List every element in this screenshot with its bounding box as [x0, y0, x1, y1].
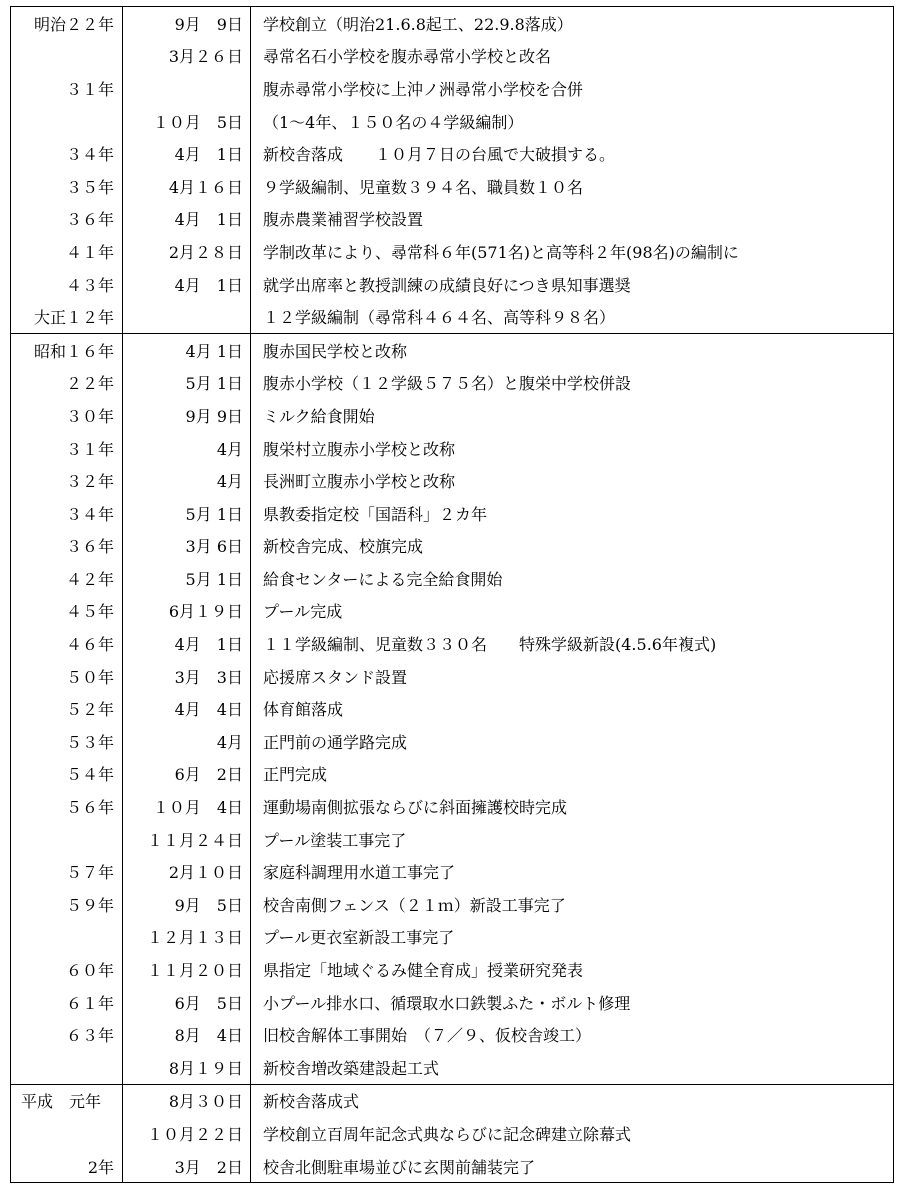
year-cell: ４５年	[11, 595, 123, 628]
event-cell: 新校舎完成、校旗完成	[251, 530, 894, 563]
event-cell: 校舎南側フェンス（２１ｍ）新設工事完了	[251, 888, 894, 921]
year-cell: ６３年	[11, 1018, 123, 1051]
year-cell: ４６年	[11, 627, 123, 660]
year-cell	[11, 105, 123, 138]
event-cell: プール塗装工事完了	[251, 823, 894, 856]
event-cell: 腹赤農業補習学校設置	[251, 203, 894, 236]
date-cell: １２月１３日	[123, 921, 251, 954]
year-cell: ５３年	[11, 725, 123, 758]
date-cell	[123, 300, 251, 333]
table-row	[11, 432, 894, 465]
date-cell: 5月 1日	[123, 562, 251, 595]
event-cell: 就学出席率と教授訓練の成績良好につき県知事選奨	[251, 268, 894, 301]
date-cell: 9月 9日	[123, 7, 251, 40]
table-row	[11, 1084, 894, 1117]
date-cell: 4月 1日	[123, 203, 251, 236]
date-cell: １０月 4日	[123, 790, 251, 823]
table-row	[11, 1150, 894, 1183]
table-row	[11, 399, 894, 432]
table-row	[11, 758, 894, 791]
table-row	[11, 1117, 894, 1150]
year-cell	[11, 921, 123, 954]
table-row	[11, 530, 894, 563]
year-cell: ４２年	[11, 562, 123, 595]
year-cell: ５９年	[11, 888, 123, 921]
year-cell: ３１年	[11, 432, 123, 465]
table-row	[11, 1018, 894, 1051]
era-section	[11, 1084, 894, 1183]
date-cell: 8月３０日	[123, 1084, 251, 1117]
year-cell: 2年	[11, 1150, 123, 1183]
date-cell: 2月２８日	[123, 235, 251, 268]
table-row	[11, 203, 894, 236]
table-row	[11, 595, 894, 628]
date-cell: 3月 3日	[123, 660, 251, 693]
date-cell: 4月 1日	[123, 137, 251, 170]
date-cell: 4月 1日	[123, 627, 251, 660]
table-row	[11, 790, 894, 823]
table-row	[11, 300, 894, 333]
event-cell: 校舎北側駐車場並びに玄関前舗装完了	[251, 1150, 894, 1183]
date-cell: 4月 4日	[123, 692, 251, 725]
year-cell: ３４年	[11, 137, 123, 170]
school-history-table	[10, 6, 894, 1183]
event-cell: プール完成	[251, 595, 894, 628]
year-cell: ２２年	[11, 367, 123, 400]
table-row	[11, 660, 894, 693]
table-row	[11, 627, 894, 660]
year-cell	[11, 40, 123, 73]
date-cell: 5月 1日	[123, 497, 251, 530]
table-row	[11, 855, 894, 888]
date-cell: 4月	[123, 432, 251, 465]
year-cell: ３６年	[11, 203, 123, 236]
table-row	[11, 464, 894, 497]
event-cell: 腹赤小学校（１２学級５７５名）と腹栄中学校併設	[251, 367, 894, 400]
event-cell: 学制改革により、尋常科６年(571名)と高等科２年(98名)の編制に	[251, 235, 894, 268]
event-cell: 新校舎落成 １０月７日の台風で大破損する。	[251, 137, 894, 170]
event-cell: （1～4年、１５０名の４学級編制）	[251, 105, 894, 138]
event-cell: 学校創立（明治21.6.8起工、22.9.8落成）	[251, 7, 894, 40]
event-cell: 尋常名石小学校を腹赤尋常小学校と改名	[251, 40, 894, 73]
table-row	[11, 170, 894, 203]
table-row	[11, 72, 894, 105]
event-cell: 新校舎落成式	[251, 1084, 894, 1117]
event-cell: 正門完成	[251, 758, 894, 791]
table-row	[11, 268, 894, 301]
year-cell: ５６年	[11, 790, 123, 823]
date-cell: １０月２２日	[123, 1117, 251, 1150]
table-row	[11, 921, 894, 954]
event-cell: １２学級編制（尋常科４６４名、高等科９８名）	[251, 300, 894, 333]
table-row	[11, 235, 894, 268]
event-cell: 新校舎増改築建設起工式	[251, 1051, 894, 1084]
table-row	[11, 367, 894, 400]
year-cell: ６０年	[11, 953, 123, 986]
year-cell: 明治２２年	[11, 7, 123, 40]
date-cell: 4月 1日	[123, 268, 251, 301]
event-cell: 腹赤尋常小学校に上沖ノ洲尋常小学校を合併	[251, 72, 894, 105]
date-cell	[123, 72, 251, 105]
event-cell: プール更衣室新設工事完了	[251, 921, 894, 954]
table-row	[11, 105, 894, 138]
year-cell: ３４年	[11, 497, 123, 530]
table-row	[11, 692, 894, 725]
event-cell: 腹栄村立腹赤小学校と改称	[251, 432, 894, 465]
table-row	[11, 986, 894, 1019]
table-row	[11, 40, 894, 73]
event-cell: 応援席スタンド設置	[251, 660, 894, 693]
year-cell: 平成 元年	[11, 1084, 123, 1117]
date-cell: 6月１９日	[123, 595, 251, 628]
year-cell: ３２年	[11, 464, 123, 497]
date-cell: 5月 1日	[123, 367, 251, 400]
year-cell: ４１年	[11, 235, 123, 268]
event-cell: 体育館落成	[251, 692, 894, 725]
event-cell: 腹赤国民学校と改称	[251, 333, 894, 366]
year-cell	[11, 823, 123, 856]
table-row	[11, 7, 894, 40]
event-cell: １１学級編制、児童数３３０名 特殊学級新設(4.5.6年複式)	[251, 627, 894, 660]
era-section	[11, 333, 894, 1084]
date-cell: 2月１０日	[123, 855, 251, 888]
year-cell: 大正１２年	[11, 300, 123, 333]
event-cell: 県指定「地域ぐるみ健全育成」授業研究発表	[251, 953, 894, 986]
event-cell: 正門前の通学路完成	[251, 725, 894, 758]
date-cell: １０月 5日	[123, 105, 251, 138]
table-row	[11, 137, 894, 170]
date-cell: 6月 5日	[123, 986, 251, 1019]
date-cell: 3月２６日	[123, 40, 251, 73]
table-row	[11, 1051, 894, 1084]
date-cell: 9月 9日	[123, 399, 251, 432]
event-cell: 旧校舎解体工事開始 （７／９、仮校舎竣工）	[251, 1018, 894, 1051]
year-cell	[11, 1051, 123, 1084]
date-cell: 4月１６日	[123, 170, 251, 203]
event-cell: 給食センターによる完全給食開始	[251, 562, 894, 595]
table-row	[11, 497, 894, 530]
table-row	[11, 725, 894, 758]
year-cell: ５０年	[11, 660, 123, 693]
table-row	[11, 888, 894, 921]
date-cell: 3月 2日	[123, 1150, 251, 1183]
date-cell: 4月	[123, 464, 251, 497]
year-cell: ５７年	[11, 855, 123, 888]
date-cell: 4月	[123, 725, 251, 758]
year-cell: ３０年	[11, 399, 123, 432]
year-cell: ３６年	[11, 530, 123, 563]
date-cell: 8月 4日	[123, 1018, 251, 1051]
event-cell: 長洲町立腹赤小学校と改称	[251, 464, 894, 497]
date-cell: 3月 6日	[123, 530, 251, 563]
event-cell: 家庭科調理用水道工事完了	[251, 855, 894, 888]
year-cell: ３５年	[11, 170, 123, 203]
year-cell: ６１年	[11, 986, 123, 1019]
date-cell: 6月 2日	[123, 758, 251, 791]
year-cell: ４３年	[11, 268, 123, 301]
event-cell: ミルク給食開始	[251, 399, 894, 432]
event-cell: 学校創立百周年記念式典ならびに記念碑建立除幕式	[251, 1117, 894, 1150]
table-row	[11, 953, 894, 986]
year-cell: ５２年	[11, 692, 123, 725]
date-cell: 4月 1日	[123, 333, 251, 366]
date-cell: 8月１９日	[123, 1051, 251, 1084]
year-cell: 昭和１６年	[11, 333, 123, 366]
event-cell: 運動場南側拡張ならびに斜面擁護校時完成	[251, 790, 894, 823]
event-cell: 県教委指定校「国語科」２カ年	[251, 497, 894, 530]
year-cell: ３１年	[11, 72, 123, 105]
table-row	[11, 823, 894, 856]
date-cell: 9月 5日	[123, 888, 251, 921]
year-cell	[11, 1117, 123, 1150]
event-cell: 小プール排水口、循環取水口鉄製ふた・ボルト修理	[251, 986, 894, 1019]
date-cell: １１月２４日	[123, 823, 251, 856]
era-section	[11, 7, 894, 334]
table-row	[11, 333, 894, 366]
date-cell: １１月２０日	[123, 953, 251, 986]
year-cell: ５４年	[11, 758, 123, 791]
event-cell: ９学級編制、児童数３９４名、職員数１０名	[251, 170, 894, 203]
table-row	[11, 562, 894, 595]
